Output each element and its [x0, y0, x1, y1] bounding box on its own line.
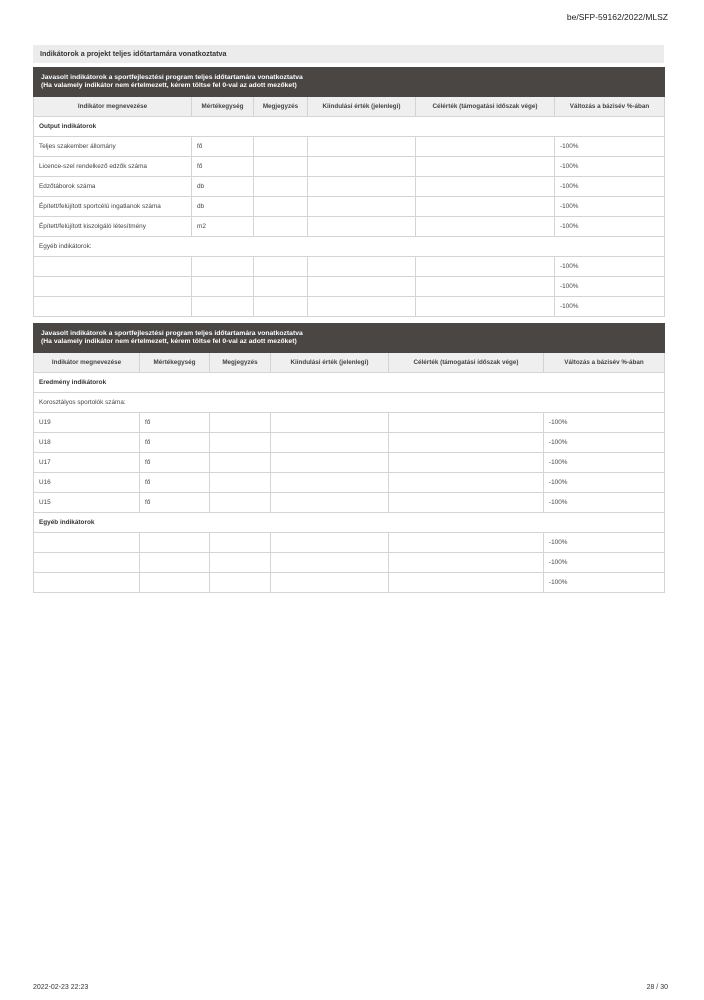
- column-header-target: Célérték (támogatási időszak vége): [416, 97, 555, 117]
- column-header-change: Változás a bázisév %-ában: [544, 353, 665, 373]
- table-row: [34, 277, 665, 297]
- note-cell[interactable]: [254, 297, 308, 317]
- table-heading: [34, 324, 665, 353]
- indicator-unit: fő: [140, 413, 210, 433]
- column-header-base: Kiindulási érték (jelenlegi): [308, 97, 416, 117]
- target-value-cell[interactable]: [416, 257, 555, 277]
- table-row: [34, 217, 665, 237]
- target-value-cell[interactable]: [416, 177, 555, 197]
- note-cell[interactable]: [210, 413, 271, 433]
- table-row: [34, 433, 665, 453]
- indicator-name-cell[interactable]: [34, 277, 192, 297]
- target-value-cell[interactable]: [389, 533, 544, 553]
- target-value-cell[interactable]: [389, 553, 544, 573]
- indicator-unit: fő: [192, 157, 254, 177]
- base-value-cell[interactable]: [308, 177, 416, 197]
- column-header-note: Megjegyzés: [254, 97, 308, 117]
- table-row: [34, 533, 665, 553]
- change-cell: -100%: [544, 453, 665, 473]
- base-value-cell[interactable]: [271, 533, 389, 553]
- indicator-name: U16: [34, 473, 140, 493]
- table-row: [34, 257, 665, 277]
- target-value-cell[interactable]: [416, 217, 555, 237]
- change-cell: -100%: [544, 473, 665, 493]
- footer-page-number: 28 / 30: [646, 984, 668, 991]
- change-cell: -100%: [555, 157, 665, 177]
- note-cell[interactable]: [210, 493, 271, 513]
- table-row: [34, 177, 665, 197]
- base-value-cell[interactable]: [308, 257, 416, 277]
- note-cell[interactable]: [210, 473, 271, 493]
- table-row: [34, 197, 665, 217]
- note-cell[interactable]: [254, 177, 308, 197]
- indicator-unit: fő: [140, 453, 210, 473]
- target-value-cell[interactable]: [389, 473, 544, 493]
- indicator-unit: db: [192, 197, 254, 217]
- document-reference: be/SFP-59162/2022/MLSZ: [566, 12, 668, 22]
- change-cell: -100%: [555, 177, 665, 197]
- base-value-cell[interactable]: [271, 553, 389, 573]
- other-indicators-label: Egyéb indikátorok: [34, 513, 665, 533]
- indicator-name-cell[interactable]: [34, 297, 192, 317]
- indicator-name: Épített/felújított kiszolgáló létesítmény: [34, 217, 192, 237]
- note-cell[interactable]: [254, 197, 308, 217]
- table-heading-line2: (Ha valamely indikátor nem értelmezett, kérem töltse fel 0-val az adott mezőket): [41, 338, 297, 345]
- column-header-unit: Mértékegység: [140, 353, 210, 373]
- target-value-cell[interactable]: [416, 297, 555, 317]
- base-value-cell[interactable]: [308, 137, 416, 157]
- change-cell: -100%: [555, 297, 665, 317]
- indicator-name: Teljes szakember állomány: [34, 137, 192, 157]
- column-header-base: Kiindulási érték (jelenlegi): [271, 353, 389, 373]
- indicator-name: U15: [34, 493, 140, 513]
- base-value-cell[interactable]: [271, 573, 389, 593]
- indicator-unit-cell[interactable]: [192, 297, 254, 317]
- group-label: Output indikátorok: [34, 117, 665, 137]
- indicator-unit-cell[interactable]: [140, 533, 210, 553]
- table-row: [34, 553, 665, 573]
- base-value-cell[interactable]: [308, 157, 416, 177]
- base-value-cell[interactable]: [271, 433, 389, 453]
- sub-label: Korosztályos sportolók száma:: [34, 393, 665, 413]
- base-value-cell[interactable]: [308, 277, 416, 297]
- change-cell: -100%: [544, 533, 665, 553]
- indicator-unit: fő: [140, 433, 210, 453]
- note-cell[interactable]: [254, 217, 308, 237]
- target-value-cell[interactable]: [389, 433, 544, 453]
- table-row: [34, 453, 665, 473]
- indicator-name-cell[interactable]: [34, 573, 140, 593]
- result-indicators-table: [33, 323, 665, 593]
- target-value-cell[interactable]: [416, 137, 555, 157]
- indicator-name: Licence-szel rendelkező edzők száma: [34, 157, 192, 177]
- table-row: [34, 157, 665, 177]
- change-cell: -100%: [544, 573, 665, 593]
- change-cell: -100%: [555, 277, 665, 297]
- indicator-unit: db: [192, 177, 254, 197]
- table-heading-line1: Javasolt indikátorok a sportfejlesztési program teljes időtartamára vonatkoztatva: [41, 73, 303, 81]
- change-cell: -100%: [544, 413, 665, 433]
- note-cell[interactable]: [210, 533, 271, 553]
- base-value-cell[interactable]: [271, 413, 389, 433]
- base-value-cell[interactable]: [271, 473, 389, 493]
- base-value-cell[interactable]: [271, 453, 389, 473]
- indicator-unit: fő: [192, 137, 254, 157]
- change-cell: -100%: [555, 217, 665, 237]
- indicator-name: U19: [34, 413, 140, 433]
- table-row: [34, 573, 665, 593]
- change-cell: -100%: [555, 137, 665, 157]
- note-cell[interactable]: [254, 157, 308, 177]
- indicator-name-cell[interactable]: [34, 553, 140, 573]
- column-header-change: Változás a bázisév %-ában: [555, 97, 665, 117]
- table-row: [34, 493, 665, 513]
- note-cell[interactable]: [210, 553, 271, 573]
- table-heading-line1: Javasolt indikátorok a sportfejlesztési program teljes időtartamára vonatkoztatva: [41, 329, 303, 337]
- base-value-cell[interactable]: [271, 493, 389, 513]
- indicator-unit-cell[interactable]: [140, 553, 210, 573]
- indicator-unit: m2: [192, 217, 254, 237]
- column-header-note: Megjegyzés: [210, 353, 271, 373]
- table-row: [34, 413, 665, 433]
- output-indicators-table: [33, 67, 665, 317]
- table-heading: [34, 68, 665, 97]
- section-title: Indikátorok a projekt teljes időtartamára vonatkoztatva: [33, 45, 664, 63]
- indicator-name: U17: [34, 453, 140, 473]
- indicator-name-cell[interactable]: [34, 533, 140, 553]
- change-cell: -100%: [555, 257, 665, 277]
- column-header-name: Indikátor megnevezése: [34, 97, 192, 117]
- indicator-unit-cell[interactable]: [140, 573, 210, 593]
- table-row: [34, 137, 665, 157]
- base-value-cell[interactable]: [308, 297, 416, 317]
- base-value-cell[interactable]: [308, 217, 416, 237]
- target-value-cell[interactable]: [416, 157, 555, 177]
- target-value-cell[interactable]: [389, 453, 544, 473]
- indicator-name-cell[interactable]: [34, 257, 192, 277]
- change-cell: -100%: [544, 493, 665, 513]
- target-value-cell[interactable]: [389, 413, 544, 433]
- note-cell[interactable]: [210, 573, 271, 593]
- indicator-unit: fő: [140, 493, 210, 513]
- indicator-unit: fő: [140, 473, 210, 493]
- target-value-cell[interactable]: [416, 277, 555, 297]
- table-row: [34, 473, 665, 493]
- target-value-cell[interactable]: [416, 197, 555, 217]
- column-header-unit: Mértékegység: [192, 97, 254, 117]
- note-cell[interactable]: [254, 137, 308, 157]
- change-cell: -100%: [544, 433, 665, 453]
- table-row: [34, 297, 665, 317]
- group-label: Eredmény indikátorok: [34, 373, 665, 393]
- column-header-target: Célérték (támogatási időszak vége): [389, 353, 544, 373]
- note-cell[interactable]: [210, 453, 271, 473]
- target-value-cell[interactable]: [389, 573, 544, 593]
- indicator-unit-cell[interactable]: [192, 257, 254, 277]
- base-value-cell[interactable]: [308, 197, 416, 217]
- indicator-unit-cell[interactable]: [192, 277, 254, 297]
- indicator-name: Épített/felújított sportcélú ingatlanok száma: [34, 197, 192, 217]
- note-cell[interactable]: [254, 277, 308, 297]
- indicator-name: U18: [34, 433, 140, 453]
- change-cell: -100%: [544, 553, 665, 573]
- column-header-name: Indikátor megnevezése: [34, 353, 140, 373]
- note-cell[interactable]: [254, 257, 308, 277]
- footer-date: 2022-02-23 22:23: [33, 984, 89, 991]
- change-cell: -100%: [555, 197, 665, 217]
- note-cell[interactable]: [210, 433, 271, 453]
- table-heading-line2: (Ha valamely indikátor nem értelmezett, kérem töltse fel 0-val az adott mezőket): [41, 82, 297, 89]
- other-indicators-label: Egyéb indikátorok:: [34, 237, 665, 257]
- target-value-cell[interactable]: [389, 493, 544, 513]
- indicator-name: Edzőtáborok száma: [34, 177, 192, 197]
